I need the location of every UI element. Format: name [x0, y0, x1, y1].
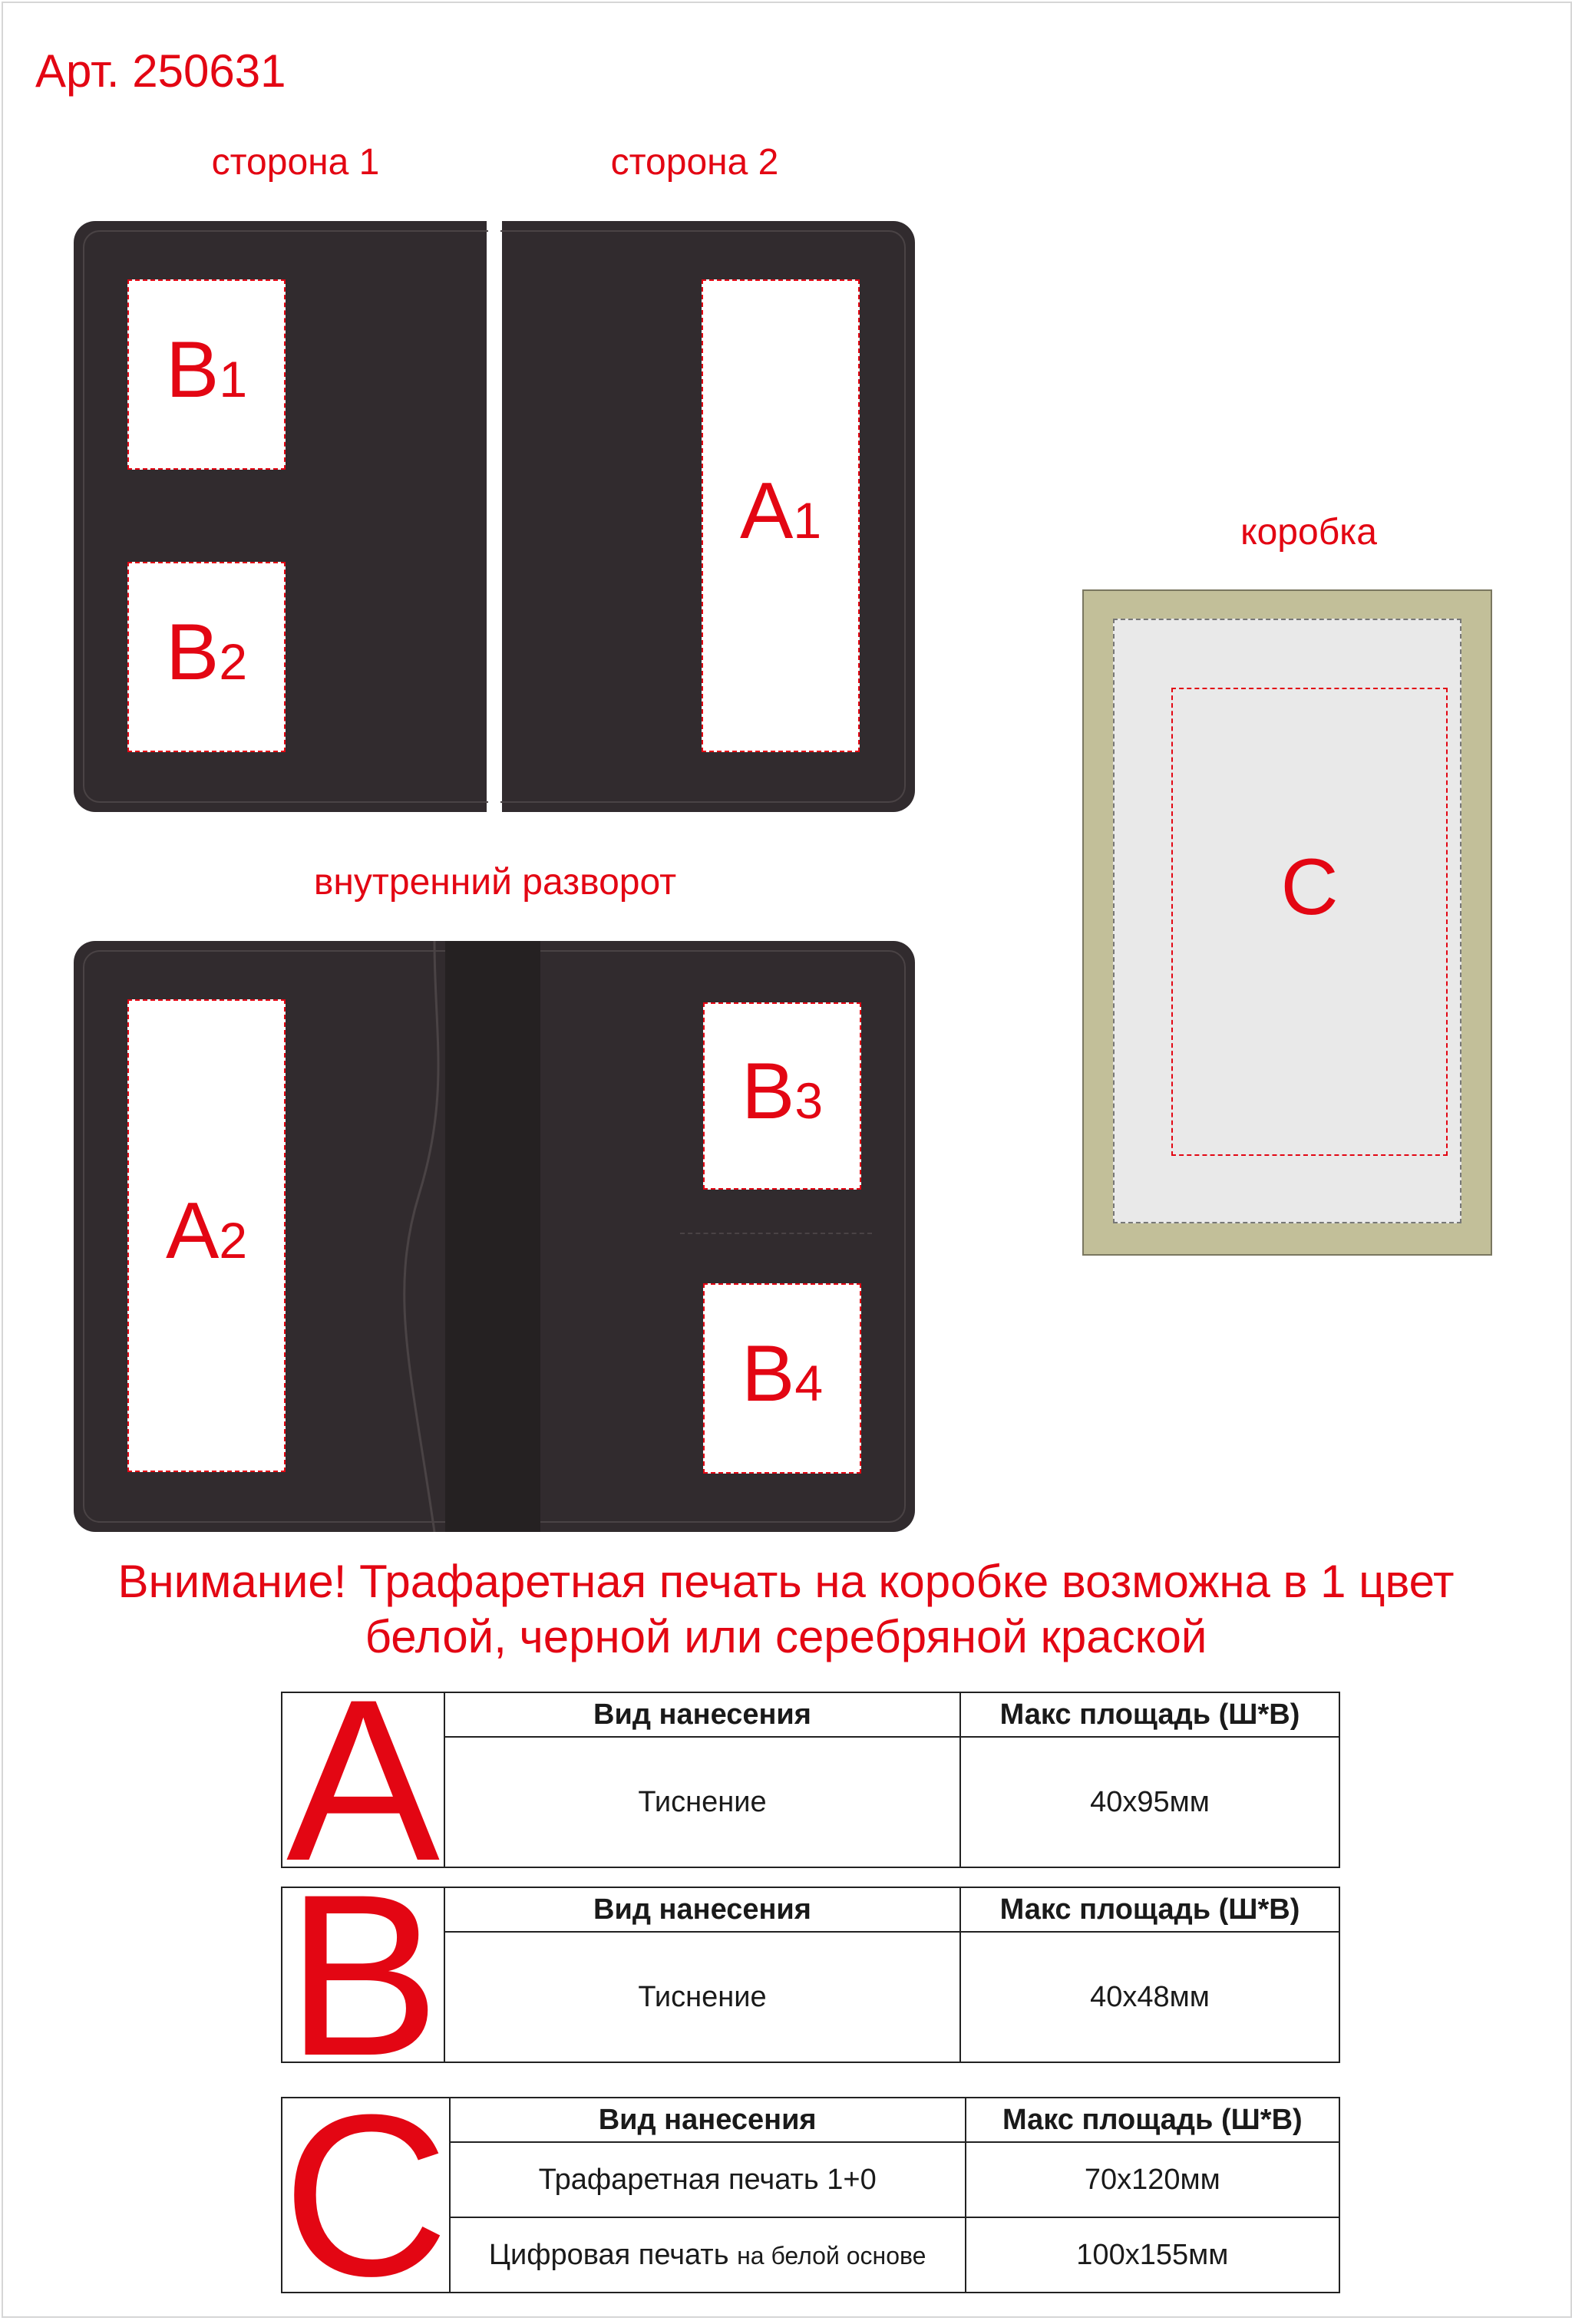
table-a-col1-header: Вид нанесения: [444, 1692, 960, 1737]
label-side-2: сторона 2: [610, 142, 779, 183]
zone-b1: [127, 279, 286, 470]
spec-table-a: [281, 1651, 1340, 1909]
table-a-method: Тиснение: [444, 1737, 960, 1867]
label-side-1: сторона 1: [211, 142, 380, 183]
table-b-col1-header: Вид нанесения: [444, 1887, 960, 1932]
table-c-method-2: [450, 2217, 966, 2293]
label-inner-spread: внутренний разворот: [313, 862, 677, 903]
notice-line-2: белой, черной или серебряной краской: [365, 1611, 1207, 1662]
table-a-letter: A: [282, 1692, 444, 1867]
table-a-size: 40x95мм: [960, 1737, 1339, 1867]
table-c-method-1: Трафаретная печать 1+0: [450, 2142, 966, 2217]
table-c-size-2: 100x155мм: [966, 2217, 1339, 2293]
zone-a1: [702, 279, 860, 752]
zone-b2-label: B2: [165, 608, 248, 697]
zone-a2: [127, 999, 286, 1472]
table-c-method-2-main: Цифровая печать: [488, 2238, 729, 2271]
zone-c-label: C: [1280, 843, 1339, 932]
zone-b1-label: B1: [165, 325, 248, 414]
table-b-size: 40x48мм: [960, 1932, 1339, 2062]
table-c-letter: C: [282, 2066, 449, 2324]
table-b-letter: B: [282, 1887, 444, 2062]
box-outer: [1082, 589, 1492, 1256]
spec-table-b: [281, 1846, 1340, 2104]
table-a-col2-header: Макс площадь (Ш*В): [960, 1692, 1339, 1737]
zone-b4: [703, 1283, 861, 1474]
pocket-curve: [319, 941, 457, 1532]
zone-b3-label: B3: [741, 1047, 824, 1136]
table-b-method: Тиснение: [444, 1932, 960, 2062]
pocket-divider: [680, 1233, 872, 1234]
zone-b4-label: B4: [741, 1329, 824, 1418]
notice-line-1: Внимание! Трафаретная печать на коробке возможна в 1 цвет: [117, 1556, 1455, 1607]
label-box: коробка: [1240, 512, 1377, 553]
zone-a2-label: A2: [165, 1187, 248, 1276]
article-title: Арт. 250631: [35, 45, 286, 97]
table-b-col2-header: Макс площадь (Ш*В): [960, 1887, 1339, 1932]
table-c-method-2-note: на белой основе: [737, 2241, 926, 2270]
zone-c: [1171, 688, 1448, 1156]
spine: [445, 941, 540, 1532]
zone-b3: [703, 1002, 861, 1190]
table-c-col1-header: Вид нанесения: [450, 2098, 966, 2142]
box-lid: [1113, 619, 1461, 1223]
zone-a1-label: A1: [739, 467, 822, 556]
table-c-size-1: 70x120мм: [966, 2142, 1339, 2217]
zone-b2: [127, 562, 286, 752]
table-c-col2-header: Макс площадь (Ш*В): [966, 2098, 1339, 2142]
spec-table-c: [281, 2066, 1340, 2324]
